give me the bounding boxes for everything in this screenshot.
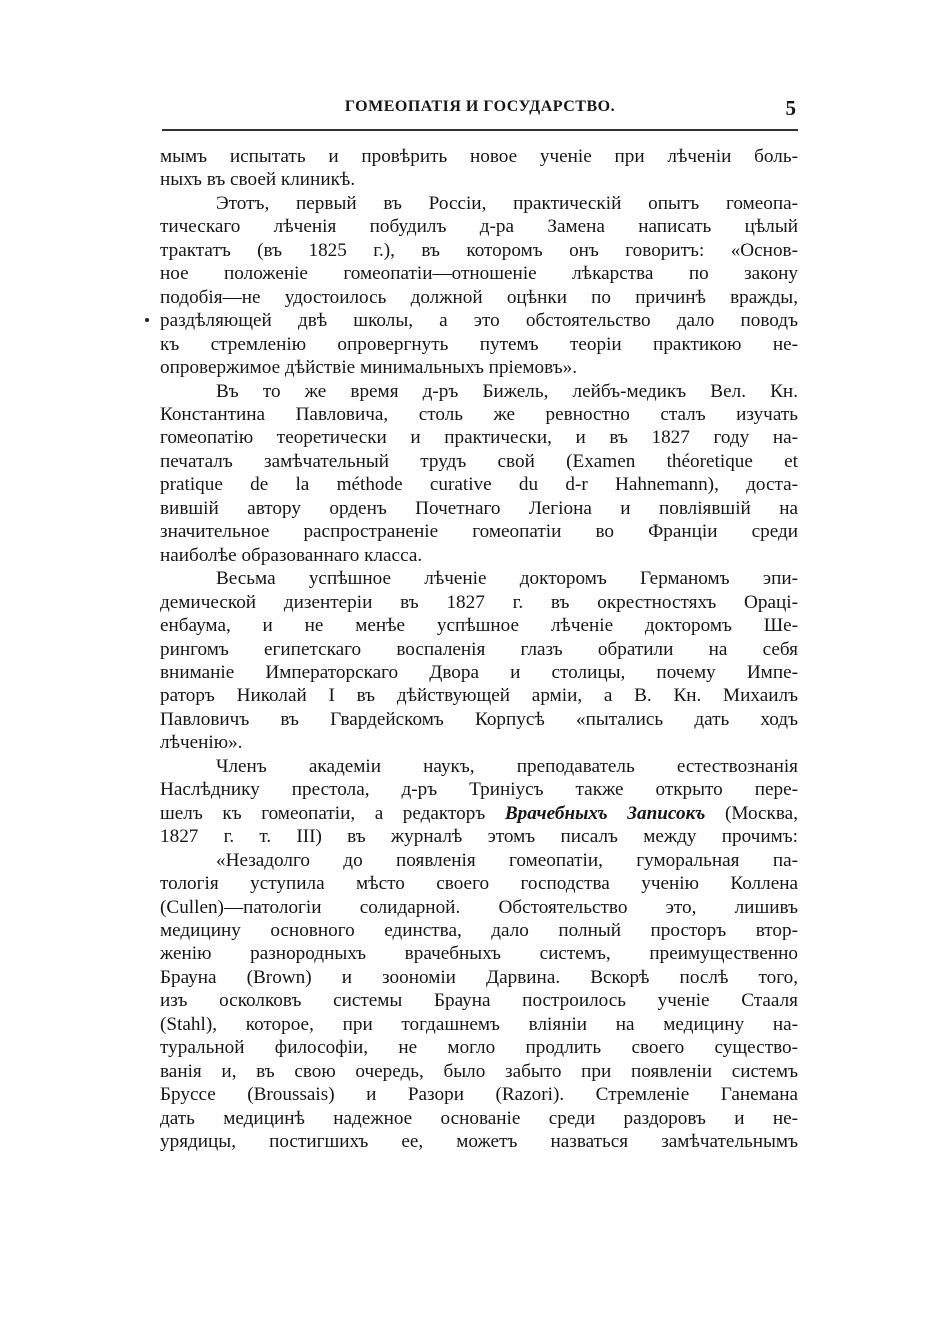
text-line: урядицы, постигшихъ ее, можетъ назваться замѣчательнымъ	[160, 1131, 798, 1153]
text-line: вниманіе Императорскаго Двора и столицы, почему Импе-	[160, 661, 798, 683]
text-line: Въ то же время д-ръ Бижель, лейбъ-медикъ Вел. Кн.	[216, 380, 798, 402]
text-line: тологія уступила мѣсто своего господства ученію Коллена	[160, 873, 798, 895]
running-title: ГОМЕОПАТІЯ И ГОСУДАРСТВО.	[344, 98, 616, 115]
text-line: подобія—не удостоилось должной оцѣнки по причинѣ вражды,	[160, 286, 798, 308]
text-line: опровержимое дѣйствіе минимальныхъ пріемовъ».	[160, 357, 578, 379]
text-line: (Stahl), которое, при тогдашнемъ вліяніи на медицину на-	[160, 1013, 798, 1035]
page-number: 5	[785, 96, 796, 120]
text-line: къ стремленію опровергнуть путемъ теоріи практикою не-	[160, 333, 798, 355]
text-line: Бруссе (Broussais) и Разори (Razori). Стремленіе Ганемана	[160, 1084, 798, 1106]
text-line: раздѣляющей двѣ школы, а это обстоятельство дало поводъ	[160, 310, 798, 332]
text-line: pratique de la méthode curative du d-r Hahnemann), доста-	[160, 474, 798, 496]
text-line: демической дизентеріи въ 1827 г. въ окрестностяхъ Ораці-	[160, 591, 798, 613]
text-line: изъ осколковъ системы Брауна построилось ученіе Стааля	[160, 990, 798, 1012]
text-line: Брауна (Brown) и зоономіи Дарвина. Вскорѣ послѣ того,	[160, 966, 798, 988]
text-line: раторъ Николай I въ дѣйствующей арміи, а В. Кн. Михаилъ	[160, 685, 798, 707]
text-line: Константина Павловича, столь же ревностно сталъ изучать	[160, 403, 798, 425]
text-line: дать медицинѣ надежное основаніе среди раздоровъ и не-	[160, 1107, 798, 1129]
journal-title: Врачебныхъ Записокъ	[504, 802, 706, 824]
text-line: рингомъ египетскаго воспаленія глазъ обратили на себя	[160, 638, 798, 660]
text-line: ныхъ въ своей клиникѣ.	[160, 169, 356, 191]
text-line: ванія и, въ свою очередь, было забыто при появленіи системъ	[160, 1060, 798, 1082]
text-line: шелъ къ гомеопатіи, а редакторъ Врачебныхъ Записокъ (Москва,	[160, 802, 798, 824]
text-line: гомеопатію теоретически и практически, и въ 1827 году на-	[160, 427, 798, 449]
text-line: значительное распространеніе гомеопатіи во Франціи среди	[160, 521, 798, 543]
text-line: (Cullen)—патологіи солидарной. Обстоятельство это, лишивъ	[160, 896, 798, 918]
text-line: мымъ испытать и провѣрить новое ученіе при лѣченіи боль-	[160, 146, 798, 167]
text-line: Павловичъ въ Гвардейскомъ Корпусѣ «пытались дать ходъ	[160, 708, 798, 730]
text-line: тическаго лѣченія побудилъ д-ра Замена написать цѣлый	[160, 216, 798, 238]
text-line: ное положеніе гомеопатіи—отношеніе лѣкарства по закону	[160, 263, 798, 285]
text-line: 1827 г. т. III) въ журналѣ этомъ писалъ между прочимъ:	[160, 826, 798, 848]
text-line: лѣченію».	[160, 732, 243, 754]
text-line: трактатъ (въ 1825 г.), въ которомъ онъ говоритъ: «Основ-	[160, 239, 798, 261]
margin-dot	[145, 318, 149, 322]
header-rule	[162, 129, 798, 131]
text-line: наиболѣе образованнаго класса.	[160, 544, 423, 566]
text-line: Членъ академіи наукъ, преподаватель естествознанія	[216, 755, 798, 777]
body-text	[160, 145, 798, 1153]
text-line: Этотъ, первый въ Россіи, практическій опытъ гомеопа-	[216, 192, 798, 214]
text-line: женію разнородныхъ врачебныхъ системъ, преимущественно	[160, 943, 798, 965]
text-line: медицину основного единства, дало полный просторъ втор-	[160, 919, 798, 941]
text-line: «Незадолго до появленія гомеопатіи, гуморальная па-	[216, 849, 798, 871]
text-line: енбаума, и не менѣе успѣшное лѣченіе докторомъ Ше-	[160, 615, 798, 637]
text-line: Наслѣднику престола, д-ръ Триніусъ также открыто пере-	[160, 779, 798, 801]
running-head	[162, 96, 798, 130]
text-line: печаталъ замѣчательный трудъ свой (Examen théoretique et	[160, 450, 798, 472]
text-line: Весьма успѣшное лѣченіе докторомъ Германомъ эпи-	[216, 568, 798, 590]
text-line: туральной философіи, не могло продлить своего существо-	[160, 1037, 798, 1059]
text-line: вившій автору орденъ Почетнаго Легіона и повліявшій на	[160, 497, 798, 519]
